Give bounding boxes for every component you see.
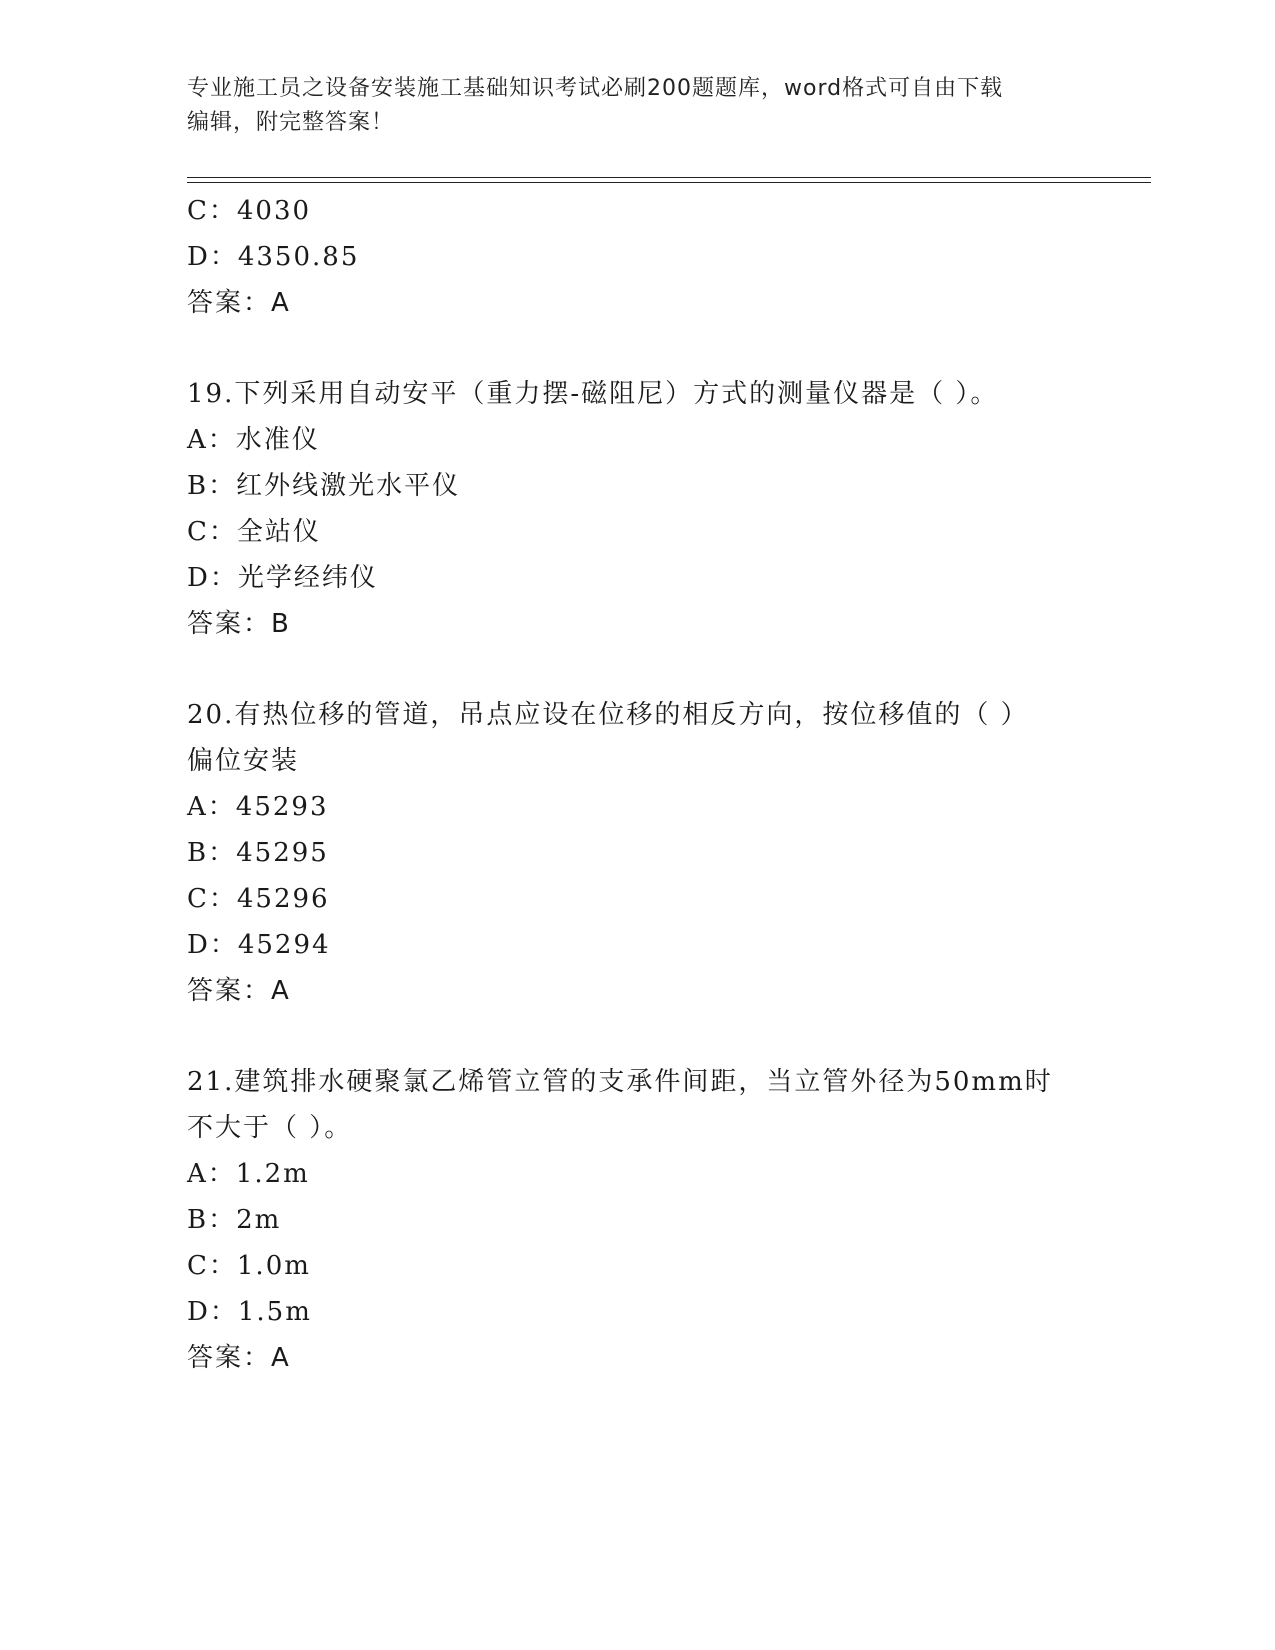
header-divider-bottom	[187, 182, 1151, 183]
question-block-18	[187, 188, 1087, 326]
option-a: A：1.2m	[187, 1159, 310, 1189]
question-block-19	[187, 371, 1087, 647]
question-text-continued: 偏位安装	[187, 746, 300, 776]
option-b: B：红外线激光水平仪	[187, 471, 461, 501]
question-text: 19.下列采用自动安平（重力摆-磁阻尼）方式的测量仪器是（ ）。	[187, 379, 999, 409]
question-text: 21.建筑排水硬聚氯乙烯管立管的支承件间距，当立管外径为50mm时	[187, 1067, 1053, 1097]
document-header	[187, 72, 1087, 140]
option-a: A：水准仪	[187, 425, 320, 455]
header-title-line-1: 专业施工员之设备安装施工基础知识考试必刷200题题库，word格式可自由下载	[187, 76, 1004, 101]
option-d: D：1.5m	[187, 1297, 312, 1327]
option-c: C：1.0m	[187, 1251, 311, 1281]
option-b: B：2m	[187, 1205, 282, 1235]
option-d: D：光学经纬仪	[187, 563, 378, 593]
answer-label: 答案：A	[187, 976, 291, 1006]
answer-label: 答案：A	[187, 1343, 291, 1373]
question-text-continued: 不大于（ ）。	[187, 1113, 353, 1143]
header-title-line-2: 编辑，附完整答案！	[187, 110, 395, 135]
option-c: C：45296	[187, 884, 330, 914]
option-d: D：45294	[187, 930, 331, 960]
option-d: D：4350.85	[187, 242, 360, 272]
option-c: C：4030	[187, 196, 312, 226]
answer-label: 答案：A	[187, 288, 291, 318]
option-a: A：45293	[187, 792, 329, 822]
question-list	[187, 188, 1087, 1381]
option-c: C：全站仪	[187, 517, 321, 547]
question-block-20	[187, 692, 1087, 1014]
option-b: B：45295	[187, 838, 329, 868]
question-text: 20.有热位移的管道，吊点应设在位移的相反方向，按位移值的（ ）	[187, 700, 1029, 730]
answer-label: 答案：B	[187, 609, 291, 639]
question-block-21	[187, 1059, 1087, 1381]
header-divider-top	[187, 177, 1151, 178]
